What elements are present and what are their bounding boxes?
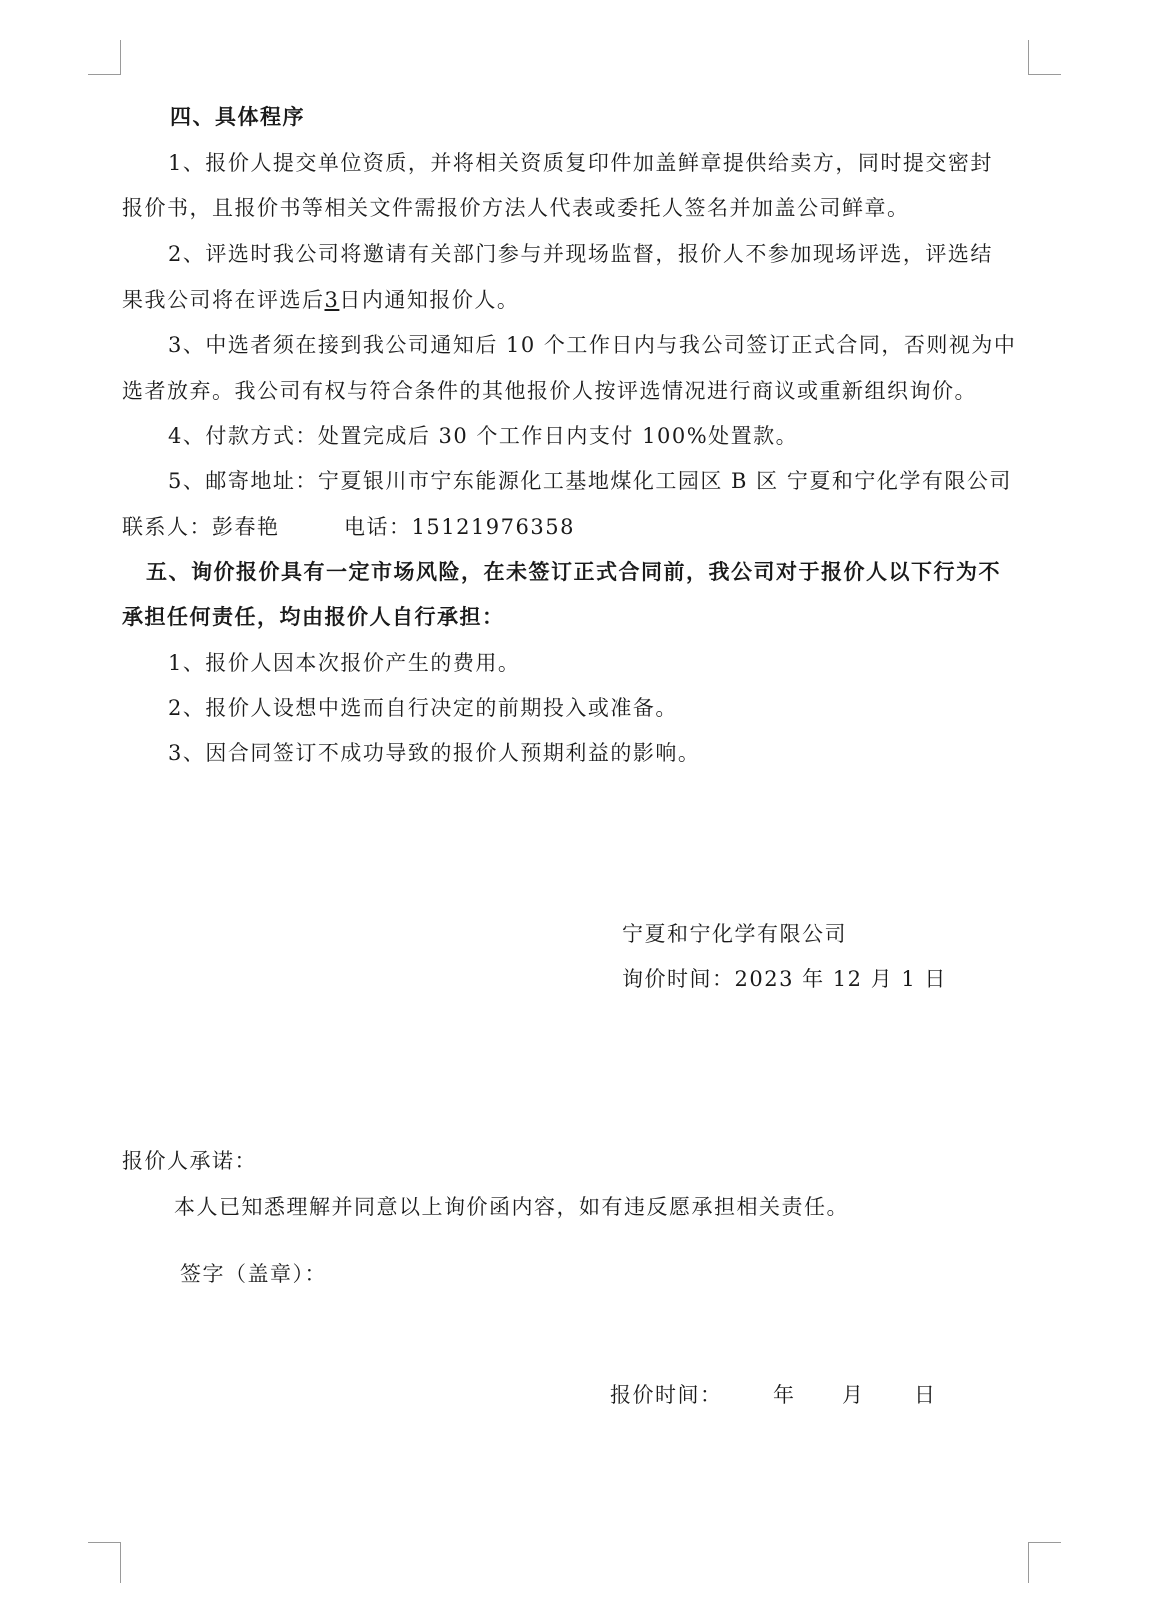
section4-item2-line2 xyxy=(122,285,519,315)
section5-item3: 3、因合同签订不成功导致的报价人预期利益的影响。 xyxy=(168,741,701,765)
issuer-company: 宁夏和宁化学有限公司 xyxy=(622,922,847,946)
quote-year: 年 xyxy=(773,1383,796,1407)
section4-item3-line1: 3、中选者须在接到我公司通知后 10 个工作日内与我公司签订正式合同，否则视为中 xyxy=(168,333,1017,357)
section4-heading: 四、具体程序 xyxy=(170,104,305,129)
section4-item5-line1: 5、邮寄地址：宁夏银川市宁东能源化工基地煤化工园区 B 区 宁夏和宁化学有限公司 xyxy=(168,469,1012,493)
section5-item2: 2、报价人设想中选而自行决定的前期投入或准备。 xyxy=(168,696,678,720)
signature-label: 签字（盖章）： xyxy=(180,1262,327,1286)
section4-item3-line2: 选者放弃。我公司有权与符合条件的其他报价人按评选情况进行商议或重新组织询价。 xyxy=(122,379,977,403)
item2-days-value: 3 xyxy=(324,288,340,312)
section4-item4: 4、付款方式：处置完成后 30 个工作日内支付 100%处置款。 xyxy=(168,424,799,448)
quote-time-label: 报价时间： xyxy=(610,1383,723,1407)
section5-item1: 1、报价人因本次报价产生的费用。 xyxy=(168,651,521,675)
inquiry-date: 询价时间：2023 年 12 月 1 日 xyxy=(622,967,947,991)
quote-month: 月 xyxy=(842,1383,865,1407)
commitment-heading: 报价人承诺： xyxy=(122,1149,257,1173)
contact-person: 联系人：彭春艳 xyxy=(122,515,280,539)
section4-item2-line1: 2、评选时我公司将邀请有关部门参与并现场监督，报价人不参加现场评选，评选结 xyxy=(168,242,993,266)
commitment-statement: 本人已知悉理解并同意以上询价函内容，如有违反愿承担相关责任。 xyxy=(174,1195,849,1219)
contact-phone: 电话：15121976358 xyxy=(344,515,575,539)
section4-item1-line2: 报价书，且报价书等相关文件需报价方法人代表或委托人签名并加盖公司鲜章。 xyxy=(122,196,910,220)
corner-mark-top-left xyxy=(88,40,121,75)
item2-text-b: 日内通知报价人。 xyxy=(339,288,520,312)
item2-text-a: 果我公司将在评选后 xyxy=(122,288,325,312)
corner-mark-bottom-right xyxy=(1028,1542,1061,1583)
section5-heading-line1: 五、询价报价具有一定市场风险，在未签订正式合同前，我公司对于报价人以下行为不 xyxy=(146,559,1001,584)
section4-item1-line1: 1、报价人提交单位资质，并将相关资质复印件加盖鲜章提供给卖方，同时提交密封 xyxy=(168,151,993,175)
section5-heading-line2: 承担任何责任，均由报价人自行承担： xyxy=(122,604,505,629)
corner-mark-top-right xyxy=(1028,40,1061,75)
quote-day: 日 xyxy=(914,1383,937,1407)
corner-mark-bottom-left xyxy=(88,1542,121,1583)
